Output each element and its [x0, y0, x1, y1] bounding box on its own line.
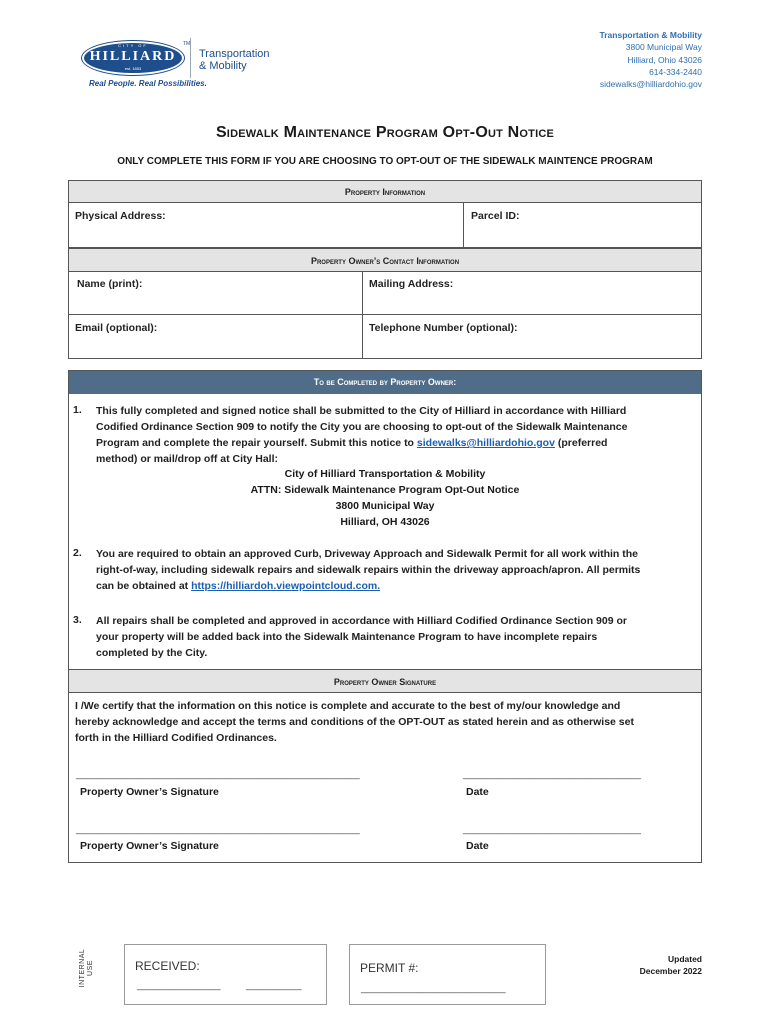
address-email[interactable]: sidewalks@hilliardohio.gov	[599, 79, 702, 90]
item-2-number: 2.	[73, 547, 82, 559]
logo-top-text: CITY OF	[118, 43, 148, 48]
item-1-line-3-post: (preferred	[554, 437, 608, 449]
logo-est: est. 1853	[124, 66, 142, 71]
property-info-header: Property Information	[344, 187, 426, 197]
item-1-line-1: This fully completed and signed notice shall be submitted to the City of Hilliard in accordance with Hilliard	[96, 405, 627, 417]
item-3-number: 3.	[73, 614, 82, 626]
mailing-address-field[interactable]: Mailing Address:	[369, 278, 454, 290]
date-label-2: Date	[466, 840, 489, 852]
updated-line-1: Updated	[668, 954, 702, 964]
divider	[463, 202, 464, 248]
divider	[68, 692, 702, 693]
mail-addr-line-1: City of Hilliard Transportation & Mobility	[284, 468, 486, 480]
item-1-text	[96, 403, 696, 467]
item-3-line-1: All repairs shall be completed and approved in accordance with Hilliard Codified Ordinance Section 909 or	[96, 615, 627, 627]
item-1-line-2: Codified Ordinance Section 909 to notify the City you are choosing to opt-out of the Sidewalk Maintenance	[96, 421, 628, 433]
date-line-2[interactable]: ________________________________	[463, 824, 641, 835]
certification-line-1: I /We certify that the information on this notice is complete and accurate to the best of my/our knowledge and	[75, 700, 621, 712]
logo-tm: TM	[183, 41, 191, 47]
signature-line-2[interactable]: ___________________________________________________	[76, 824, 360, 835]
item-1-line-4: method) or mail/drop off at City Hall:	[96, 453, 279, 465]
divider	[68, 314, 702, 315]
item-2-line-2: right-of-way, including sidewalk repairs and sidewalk repairs within the driveway approach/apron. All permits	[96, 564, 641, 576]
permit-line[interactable]: __________________________	[361, 983, 506, 994]
owner-signature-label-1: Property Owner’s Signature	[80, 786, 219, 798]
divider	[362, 271, 363, 359]
item-3-line-2: your property will be added back into the Sidewalk Maintenance Program to have incomplete repairs	[96, 631, 598, 643]
item-2-line-3	[96, 578, 696, 594]
certification-text	[75, 698, 695, 746]
page-title: Sidewalk Maintenance Program Opt-Out Notice	[215, 124, 555, 141]
logo-name: HILLIARD	[89, 49, 177, 64]
signature-header: Property Owner Signature	[333, 677, 437, 687]
name-field[interactable]: Name (print):	[77, 278, 143, 290]
sidewalks-email-link[interactable]: sidewalks@hilliardohio.gov	[416, 437, 555, 449]
item-1-line-3-pre: Program and complete the repair yourself. Submit this notice to	[96, 437, 417, 449]
item-3-text	[96, 613, 696, 661]
logo-divider	[190, 38, 191, 78]
contact-address-block	[600, 29, 702, 90]
owner-signature-label-2: Property Owner’s Signature	[80, 840, 219, 852]
certification-line-2: hereby acknowledge and accept the terms and conditions of the OPT-OUT as stated herein and as otherwise set	[75, 716, 634, 728]
parcel-id-field[interactable]: Parcel ID:	[471, 210, 520, 222]
divider	[68, 669, 702, 670]
address-street: 3800 Municipal Way	[625, 42, 702, 53]
item-1-number: 1.	[73, 404, 82, 416]
certification-line-3: forth in the Hilliard Codified Ordinances.	[75, 732, 277, 744]
divider	[68, 202, 702, 203]
owner-section-header	[69, 371, 701, 394]
mail-addr-line-2: ATTN: Sidewalk Maintenance Program Opt-Out Notice	[250, 484, 520, 496]
received-line-2[interactable]: __________	[246, 980, 302, 991]
physical-address-field[interactable]: Physical Address:	[75, 210, 166, 222]
item-2-line-3-pre: can be obtained at	[96, 580, 192, 592]
date-line-1[interactable]: ________________________________	[463, 769, 641, 780]
item-2-line-1: You are required to obtain an approved Curb, Driveway Approach and Sidewalk Permit for all work within the	[96, 548, 639, 560]
updated-line-2: December 2022	[639, 966, 702, 976]
received-line-1[interactable]: _______________	[137, 980, 221, 991]
page-subtitle: ONLY COMPLETE THIS FORM IF YOU ARE CHOOSING TO OPT-OUT OF THE SIDEWALK MAINTENCE PROGRAM	[117, 156, 653, 167]
received-label: RECEIVED:	[135, 959, 200, 973]
email-field[interactable]: Email (optional):	[75, 322, 158, 334]
telephone-field[interactable]: Telephone Number (optional):	[369, 322, 518, 334]
internal-use-label: INTERNAL USE	[79, 948, 94, 988]
updated-date	[640, 953, 702, 977]
permit-portal-link[interactable]: https://hilliardoh.viewpointcloud.com.	[191, 580, 381, 592]
city-hall-mailing-address	[68, 466, 702, 530]
mail-addr-line-4: Hilliard, OH 43026	[340, 516, 430, 528]
logo-department: Transportation & Mobility	[199, 48, 270, 72]
logo-tagline: Real People. Real Possibilities.	[89, 79, 207, 88]
item-2-text	[96, 546, 696, 594]
owner-section-header-text: To be Completed by Property Owner:	[313, 377, 457, 387]
item-1-line-3	[96, 435, 696, 451]
contact-info-header: Property Owner’s Contact Information	[310, 256, 460, 266]
divider	[68, 271, 702, 272]
address-department: Transportation & Mobility	[599, 30, 702, 40]
received-box	[124, 944, 327, 1005]
address-city: Hilliard, Ohio 43026	[627, 54, 702, 65]
date-label-1: Date	[466, 786, 489, 798]
mail-addr-line-3: 3800 Municipal Way	[335, 500, 435, 512]
item-3-line-3: completed by the City.	[96, 647, 208, 659]
signature-line-1[interactable]: ___________________________________________________	[76, 769, 360, 780]
address-phone: 614-334-2440	[649, 66, 702, 77]
permit-label: PERMIT #:	[360, 961, 419, 975]
